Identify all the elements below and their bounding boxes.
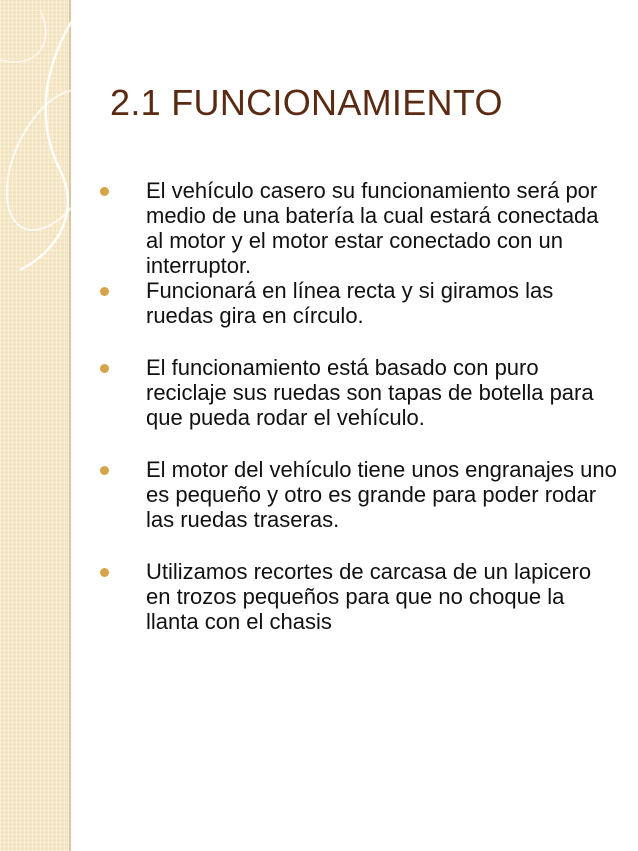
bullet-text: El motor del vehículo tiene unos engranajes uno es pequeño y otro es grande para poder rodar las ruedas traseras. (146, 457, 617, 532)
bullet-dot-icon (100, 187, 109, 196)
list-item (100, 178, 620, 278)
list-item (100, 457, 620, 532)
bullet-dot-icon (100, 568, 109, 577)
bullet-dot-icon (100, 364, 109, 373)
bullet-text: El vehículo casero su funcionamiento será por medio de una batería la cual estará conectada al motor y el motor estar conectado con un interruptor. (146, 178, 599, 278)
slide-title: 2.1 FUNCIONAMIENTO (110, 82, 503, 123)
bullet-list (100, 178, 620, 634)
list-item (100, 355, 620, 430)
list-item (100, 278, 620, 328)
bullet-text: Funcionará en línea recta y si giramos las ruedas gira en círculo. (146, 278, 554, 328)
list-item (100, 559, 620, 634)
bullet-text: El funcionamiento está basado con puro reciclaje sus ruedas son tapas de botella para que pueda rodar el vehículo. (146, 355, 594, 430)
bullet-dot-icon (100, 466, 109, 475)
bullet-dot-icon (100, 287, 109, 296)
bullet-text: Utilizamos recortes de carcasa de un lapicero en trozos pequeños para que no choque la llanta con el chasis (146, 559, 592, 634)
